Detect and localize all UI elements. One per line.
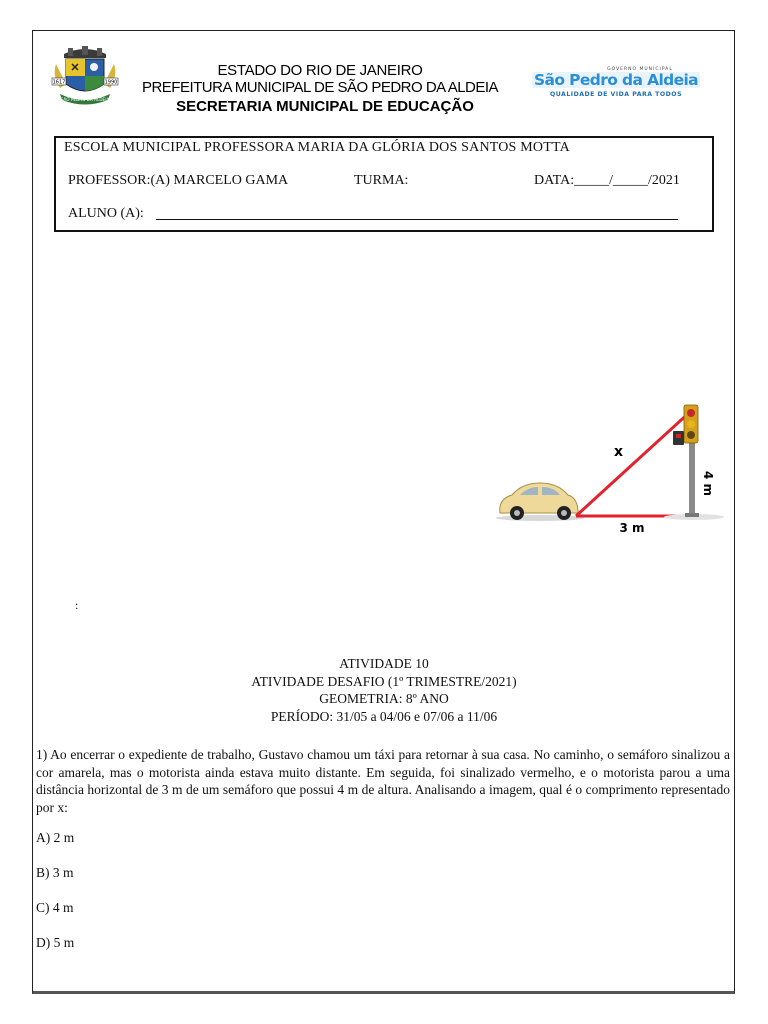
stray-mark: :: [75, 598, 79, 612]
secretariat-title: SECRETARIA MUNICIPAL DE EDUCAÇÃO: [176, 98, 474, 115]
activity-number: ATIVIDADE 10: [339, 656, 429, 671]
turma-field: TURMA:: [354, 173, 409, 188]
hypotenuse-label: x: [614, 444, 624, 460]
prefecture-title: PREFEITURA MUNICIPAL DE SÃO PEDRO DA ALDEIA: [141, 79, 499, 96]
activity-period: PERÍODO: 31/05 a 04/06 e 07/06 a 11/06: [270, 708, 498, 724]
crest-year-right: 1990: [104, 79, 118, 86]
right-triangle: [576, 411, 691, 516]
crest-ribbon-text: SÃO PEDRO DA ALDEIA: [60, 97, 110, 102]
student-name-line[interactable]: [156, 219, 678, 220]
student-label: ALUNO (A):: [68, 206, 144, 221]
activity-subject: GEOMETRIA: 8º ANO: [319, 691, 449, 706]
car-illustration: [496, 483, 584, 521]
option-d[interactable]: D) 5 m: [36, 935, 75, 950]
activity-heading: [0, 655, 768, 725]
option-a[interactable]: A) 2 m: [36, 830, 75, 845]
question-text: 1) Ao encerrar o expediente de trabalho, Gustavo chamou um táxi para retornar à sua casa. No caminho, o semáforo sinalizou a cor amarela, mas o motorista ainda estava muito distante. Em seguida, foi sinalizado vermelho, e o motorista parou a uma distância horizontal de 3 m de um semáforo que possui 4 m de altura. Analisando a imagem, qual é o comprimento representado por x:: [36, 747, 730, 815]
activity-type: ATIVIDADE DESAFIO (1º TRIMESTRE/2021): [251, 673, 517, 689]
triangle-figure: [492, 395, 732, 545]
height-label: 4 m: [701, 471, 715, 497]
municipal-crest-logo: [50, 46, 120, 106]
logo-tagline-text: QUALIDADE DE VIDA PARA TODOS: [549, 91, 683, 98]
professor-field: PROFESSOR:(A) MARCELO GAMA: [68, 173, 289, 188]
option-b[interactable]: B) 3 m: [36, 865, 74, 880]
state-title: ESTADO DO RIO DE JANEIRO: [217, 62, 423, 79]
logo-name-text: São Pedro da Aldeia: [534, 71, 698, 89]
logo-top-text: GOVERNO MUNICIPAL: [607, 67, 673, 72]
traffic-light: [664, 405, 724, 520]
school-name: ESCOLA MUNICIPAL PROFESSORA MARIA DA GLÓRIA DOS SANTOS MOTTA: [64, 140, 570, 155]
sao-pedro-da-aldeia-logo: [530, 64, 702, 100]
option-c[interactable]: C) 4 m: [36, 900, 74, 915]
base-label: 3 m: [619, 521, 645, 535]
date-field: DATA:_____/_____/2021: [534, 173, 680, 188]
crest-year-left: 1617: [52, 79, 66, 86]
header-title-block: [130, 62, 510, 118]
school-info-box: [54, 136, 714, 232]
